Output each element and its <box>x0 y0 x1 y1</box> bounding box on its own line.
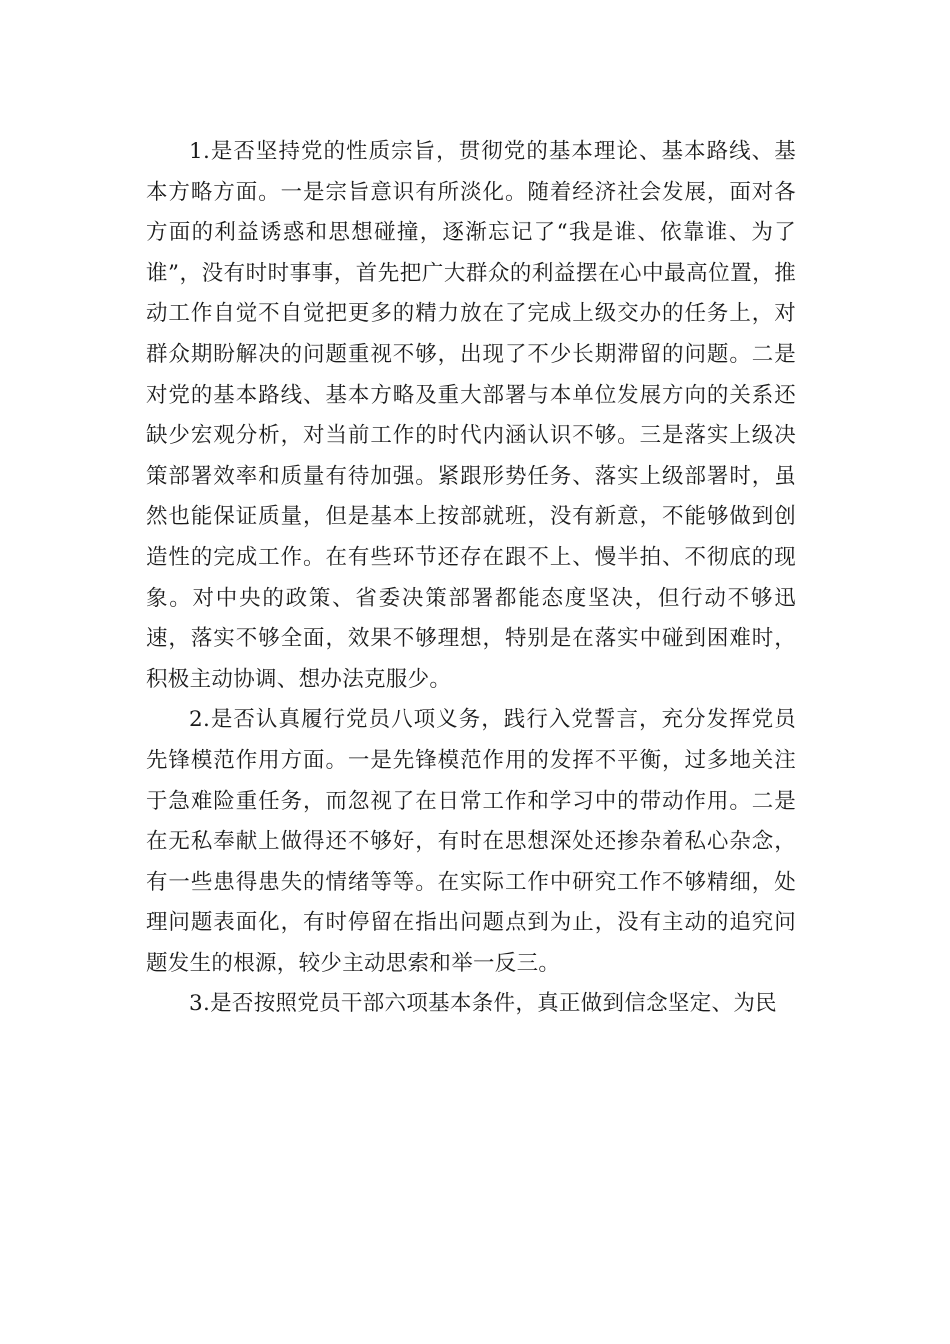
paragraph-1: 1.是否坚持党的性质宗旨，贯彻党的基本理论、基本路线、基本方略方面。一是宗旨意识有所淡化。随着经济社会发展，面对各方面的利益诱惑和思想碰撞，逐渐忘记了“我是谁、依靠谁、为了谁”，没有时时事事，首先把广大群众的利益摆在心中最高位置，推动工作自觉不自觉把更多的精力放在了完成上级交办的任务上，对群众期盼解决的问题重视不够，出现了不少长期滞留的问题。二是对党的基本路线、基本方略及重大部署与本单位发展方向的关系还缺少宏观分析，对当前工作的时代内涵认识不够。三是落实上级决策部署效率和质量有待加强。紧跟形势任务、落实上级部署时，虽然也能保证质量，但是基本上按部就班，没有新意，不能够做到创造性的完成工作。在有些环节还存在跟不上、慢半拍、不彻底的现象。对中央的政策、省委决策部署都能态度坚决，但行动不够迅速，落实不够全面，效果不够理想，特别是在落实中碰到困难时，积极主动协调、想办法克服少。 <box>146 139 796 692</box>
document-body <box>146 132 796 1025</box>
paragraph-3: 3.是否按照党员干部六项基本条件，真正做到信念坚定、为民 <box>189 991 777 1017</box>
paragraph-2: 2.是否认真履行党员八项义务，践行入党誓言，充分发挥党员先锋模范作用方面。一是先锋模范作用的发挥不平衡，过多地关注于急难险重任务，而忽视了在日常工作和学习中的带动作用。二是在无私奉献上做得还不够好，有时在思想深处还掺杂着私心杂念，有一些患得患失的情绪等等。在实际工作中研究工作不够精细，处理问题表面化，有时停留在指出问题点到为止，没有主动的追究问题发生的根源，较少主动思索和举一反三。 <box>146 707 796 976</box>
